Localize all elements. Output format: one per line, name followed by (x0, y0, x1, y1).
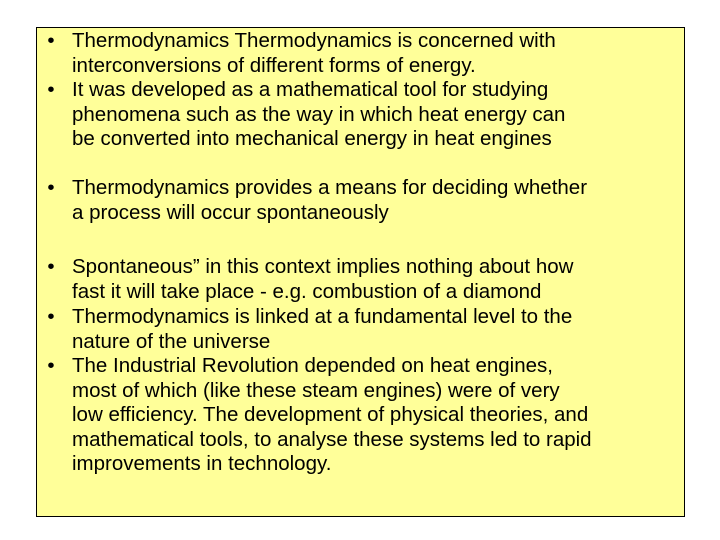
bullet-marker: • (47, 305, 55, 328)
bullet-marker: • (47, 255, 55, 278)
bullet-marker: • (47, 354, 55, 377)
bullet-item (37, 176, 684, 225)
bullet-marker: • (47, 176, 55, 199)
bullet-text: The Industrial Revolution depended on heat engines, most of which (like these steam engines) were of very low efficiency. The development of physical theories, and mathematical tools, to analyse these systems led to rapid improvements in technology. (72, 354, 592, 475)
bullet-marker: • (47, 78, 55, 101)
slide-content-box (36, 27, 685, 517)
bullet-item (37, 305, 684, 354)
bullet-item (37, 354, 684, 477)
bullet-marker: • (47, 29, 55, 52)
bullet-text: Thermodynamics is linked at a fundamental level to the nature of the universe (72, 305, 573, 353)
bullet-text: Thermodynamics provides a means for deciding whether a process will occur spontaneously (72, 176, 588, 224)
bullet-item (37, 78, 684, 152)
bullet-text: It was developed as a mathematical tool for studying phenomena such as the way in which heat energy can be converted into mechanical energy in heat engines (72, 78, 566, 150)
bullet-item (37, 29, 684, 78)
bullet-text: Spontaneous” in this context implies nothing about how fast it will take place - e.g. combustion of a diamond (72, 255, 574, 303)
bullet-text: Thermodynamics Thermodynamics is concerned with interconversions of different forms of energy. (72, 29, 556, 77)
bullet-item (37, 255, 684, 304)
